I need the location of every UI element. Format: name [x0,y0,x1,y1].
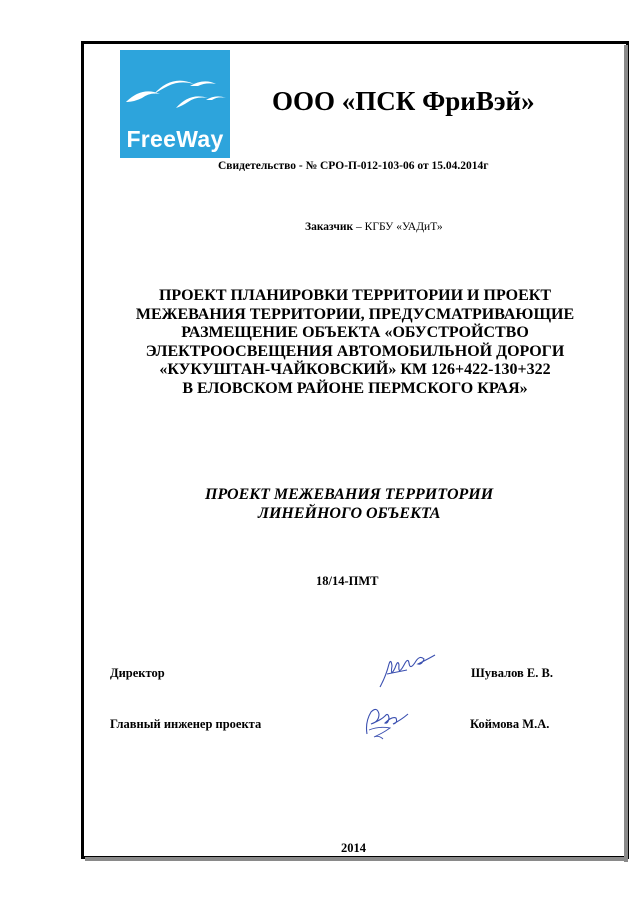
chief-engineer-role: Главный инженер проекта [110,717,262,731]
director-role: Директор [110,666,165,680]
freeway-logo [120,50,230,158]
chief-engineer-name: Коймова М.А. [470,717,550,731]
director-signature [377,650,439,690]
volume-subtitle [205,486,493,523]
subtitle-line: ПРОЕКТ МЕЖЕВАНИЯ ТЕРРИТОРИИ [205,486,494,503]
customer-separator: – [353,221,365,233]
frame-shadow-right [624,45,628,862]
title-line: В ЕЛОВСКОМ РАЙОНЕ ПЕРМСКОГО КРАЯ» [182,379,528,397]
document-year: 2014 [341,841,366,855]
director-name: Шувалов Е. В. [471,666,553,680]
document-code: 18/14-ПМТ [316,574,379,588]
company-name: ООО «ПСК ФриВэй» [272,86,535,116]
title-line: ПРОЕКТ ПЛАНИРОВКИ ТЕРРИТОРИИ И ПРОЕКТ [158,287,552,304]
customer-label: Заказчик [305,221,354,233]
title-line: МЕЖЕВАНИЯ ТЕРРИТОРИИ, ПРЕДУСМАТРИВАЮЩИЕ [135,305,575,323]
subtitle-line: ЛИНЕЙНОГО ОБЪЕКТА [258,504,441,522]
chief-engineer-signature [359,704,411,742]
title-line: ЭЛЕКТРООСВЕЩЕНИЯ АВТОМОБИЛЬНОЙ ДОРОГИ [145,342,565,360]
customer-line [305,221,443,233]
customer-value: КГБУ «УАДиТ» [364,221,443,233]
project-title [100,287,610,398]
license-certificate: Свидетельство - № СРО-П-012-103-06 от 15.04.2014г [218,160,489,172]
title-line: РАЗМЕЩЕНИЕ ОБЪЕКТА «ОБУСТРОЙСТВО [181,324,529,341]
logo-text: FreeWay [126,126,224,152]
frame-shadow-bottom [85,857,628,861]
title-line: «КУКУШТАН-ЧАЙКОВСКИЙ» КМ 126+422-130+322 [159,361,551,378]
